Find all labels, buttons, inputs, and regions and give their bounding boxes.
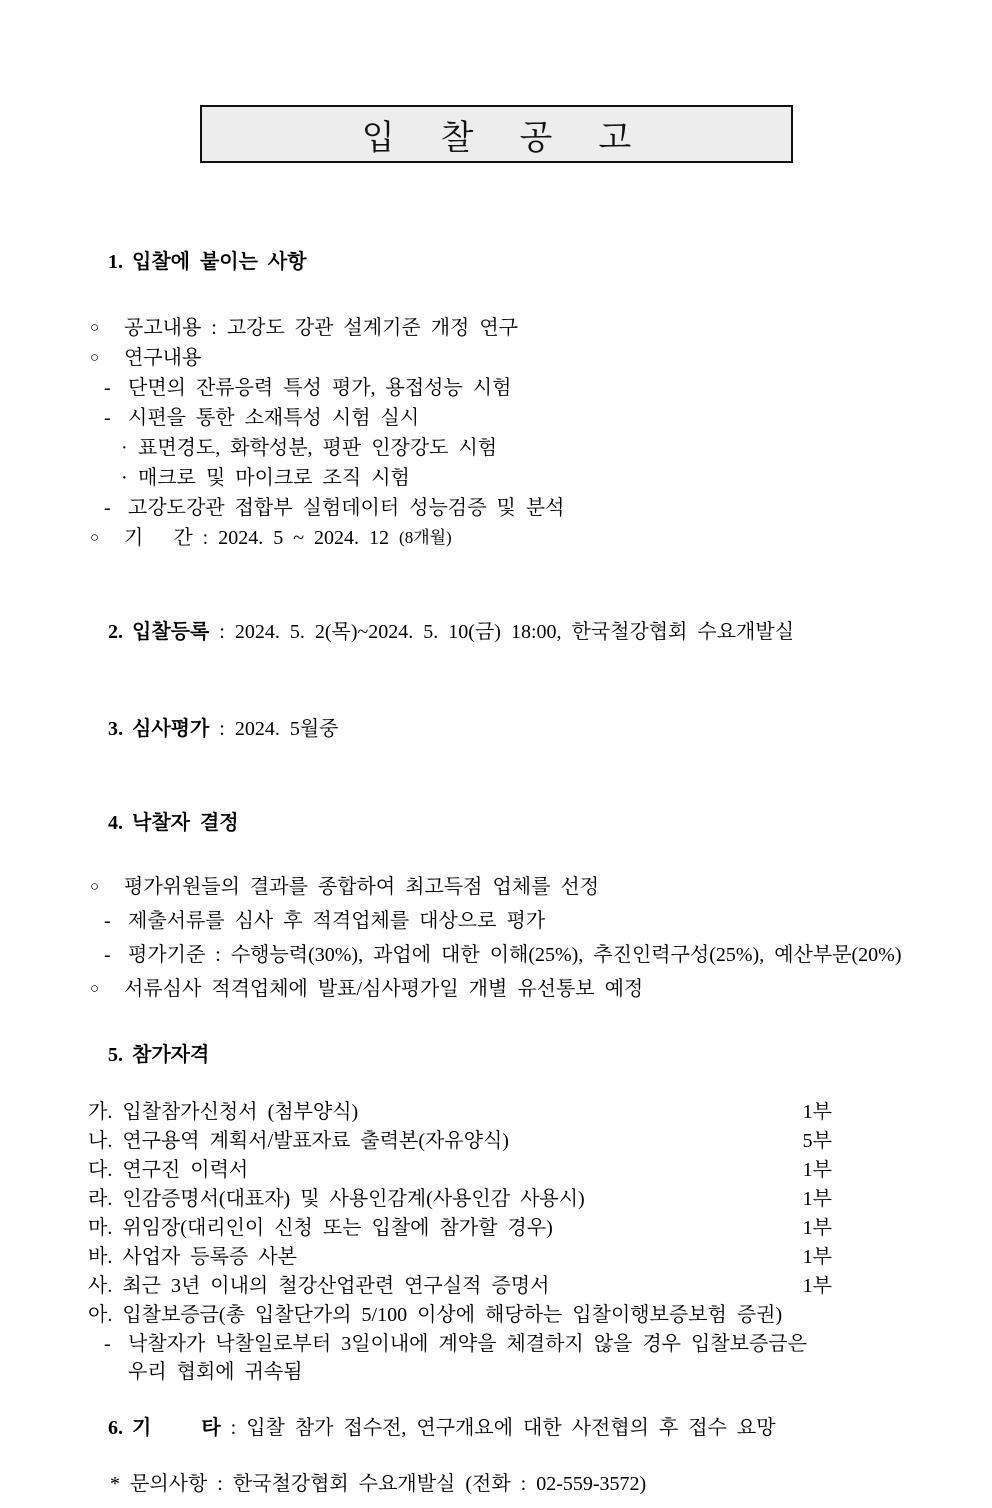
list-item-text: 공고내용 : 고강도 강관 설계기준 개정 연구 — [124, 317, 518, 339]
row-label: 나. — [88, 1130, 113, 1152]
row-copies: 1부 — [802, 1217, 832, 1239]
row-copies: 1부 — [802, 1246, 832, 1268]
section-text: : 입찰 참가 접수전, 연구개요에 대한 사전협의 후 접수 요망 — [220, 1417, 776, 1439]
requirement-row — [88, 1243, 832, 1272]
requirement-row — [88, 1214, 832, 1243]
section-number: 6. — [108, 1417, 123, 1439]
row-copies: 1부 — [802, 1275, 832, 1297]
row-copies: 1부 — [802, 1101, 832, 1123]
section-1-items — [0, 313, 992, 553]
section-misc — [0, 1386, 992, 1498]
list-item-text: 단면의 잔류응력 특성 평가, 용접성능 시험 — [128, 377, 512, 399]
section-number: 3. — [108, 718, 123, 740]
period-duration-note: (8개월) — [399, 528, 452, 547]
row-label: 가. — [88, 1101, 113, 1123]
list-item — [0, 433, 992, 463]
section-text: : 2024. 5. 2(목)~2024. 5. 10(금) 18:00, 한국철강협회 수요개발실 — [209, 621, 795, 643]
document-page — [0, 105, 992, 1508]
row-text: 인감증명서(대표자) 및 사용인감계(사용인감 사용시) — [122, 1188, 585, 1210]
section-title: 입찰등록 — [132, 621, 210, 643]
list-item — [0, 938, 992, 972]
row-label: 마. — [88, 1217, 113, 1239]
section-6-heading — [78, 1386, 992, 1470]
note-line-1: 낙찰자가 낙찰일로부터 3일이내에 계약을 체결하지 않을 경우 입찰보증금은 — [128, 1333, 807, 1355]
dot-bullet-icon: · — [121, 467, 128, 489]
row-text: 연구진 이력서 — [122, 1159, 249, 1181]
requirement-rows — [0, 1098, 992, 1330]
row-text: 최근 3년 이내의 철강산업관련 연구실적 증명서 — [122, 1275, 550, 1297]
section-4-items — [0, 870, 992, 1006]
note-line-2: 우리 협회에 귀속됨 — [128, 1361, 303, 1383]
row-label: 바. — [88, 1246, 113, 1268]
section-number: 1. — [108, 251, 123, 273]
row-label: 라. — [88, 1188, 113, 1210]
list-item — [0, 373, 992, 403]
list-item-text: 시편을 통한 소재특성 시험 실시 — [128, 407, 420, 429]
section-title: 심사평가 — [132, 718, 210, 740]
row-text: 사업자 등록증 사본 — [122, 1246, 297, 1268]
circle-bullet-icon: ○ — [90, 320, 100, 336]
row-copies: 5부 — [802, 1130, 832, 1152]
section-3-heading — [78, 690, 992, 768]
list-item — [0, 343, 992, 373]
section-winner-selection — [0, 784, 992, 1006]
circle-bullet-icon: ○ — [90, 530, 100, 546]
circle-bullet-icon: ○ — [90, 981, 100, 997]
row-text: 위임장(대리인이 신청 또는 입찰에 참가할 경우) — [122, 1217, 553, 1239]
list-item-text: 평가기준 : 수행능력(30%), 과업에 대한 이해(25%), 추진인력구성(25%), 예산부문(20%) — [128, 944, 902, 966]
section-number: 2. — [108, 621, 123, 643]
dash-bullet-icon: - — [104, 1333, 111, 1355]
list-item — [0, 313, 992, 343]
section-number: 4. — [108, 812, 123, 834]
row-label: 아. — [88, 1304, 113, 1326]
list-item-text: 매크로 및 마이크로 조직 시험 — [138, 467, 410, 489]
row-text: 연구용역 계획서/발표자료 출력본(자유양식) — [122, 1130, 509, 1152]
list-item-text: 평가위원들의 결과를 종합하여 최고득점 업체를 선정 — [124, 876, 600, 898]
list-item-text: 제출서류를 심사 후 적격업체를 대상으로 평가 — [128, 910, 546, 932]
dash-bullet-icon: - — [104, 377, 111, 399]
row-copies: 1부 — [802, 1188, 832, 1210]
list-item — [0, 463, 992, 493]
list-item-text: 고강도강관 접합부 실험데이터 성능검증 및 분석 — [128, 497, 565, 519]
requirement-row — [88, 1185, 832, 1214]
dash-bullet-icon: - — [104, 497, 111, 519]
section-2-heading — [78, 593, 992, 671]
section-1-heading — [78, 223, 992, 301]
list-item — [0, 870, 992, 904]
list-item-text: 서류심사 적격업체에 발표/심사평가일 개별 유선통보 예정 — [124, 978, 644, 1000]
page-title: 입찰공고 — [361, 119, 678, 157]
dash-bullet-icon: - — [104, 944, 111, 966]
dash-bullet-icon: - — [104, 407, 111, 429]
row-copies: 1부 — [802, 1159, 832, 1181]
section-bid-registration — [0, 593, 992, 671]
section-5-heading — [78, 1016, 992, 1094]
requirement-row — [88, 1156, 832, 1185]
list-item-text: 기 간 : 2024. 5 ~ 2024. 12 — [124, 527, 400, 549]
section-4-heading — [78, 784, 992, 862]
requirement-row — [88, 1301, 832, 1330]
row-label: 사. — [88, 1275, 113, 1297]
section-text: : 2024. 5월중 — [209, 718, 339, 740]
section-title: 입찰에 붙이는 사항 — [132, 251, 307, 273]
requirement-row — [88, 1098, 832, 1127]
section-title: 낙찰자 결정 — [132, 812, 239, 834]
list-item — [0, 493, 992, 523]
section-evaluation-date — [0, 690, 992, 768]
dash-bullet-icon: - — [104, 910, 111, 932]
list-item-text: 연구내용 — [124, 347, 202, 369]
dot-bullet-icon: · — [121, 437, 128, 459]
list-item — [0, 403, 992, 433]
contact-note: * 문의사항 : 한국철강협회 수요개발실 (전화 : 02-559-3572) — [110, 1473, 647, 1495]
list-item-period — [0, 523, 992, 553]
section-title: 기 타 — [132, 1417, 221, 1439]
title-box — [200, 105, 793, 163]
circle-bullet-icon: ○ — [90, 350, 100, 366]
section-eligibility — [0, 1016, 992, 1386]
section-number: 5. — [108, 1044, 123, 1066]
bid-bond-note — [0, 1330, 992, 1386]
list-item-text: 표면경도, 화학성분, 평판 인장강도 시험 — [138, 437, 498, 459]
row-text: 입찰참가신청서 (첨부양식) — [122, 1101, 359, 1123]
row-label: 다. — [88, 1159, 113, 1181]
circle-bullet-icon: ○ — [90, 879, 100, 895]
requirement-row — [88, 1127, 832, 1156]
section-title: 참가자격 — [132, 1044, 210, 1066]
list-item — [0, 1330, 992, 1358]
row-text: 입찰보증금(총 입찰단가의 5/100 이상에 해당하는 입찰이행보증보험 증권) — [122, 1304, 783, 1326]
list-item — [0, 972, 992, 1006]
requirement-row — [88, 1272, 832, 1301]
list-item — [0, 904, 992, 938]
section-bid-matters — [0, 223, 992, 553]
